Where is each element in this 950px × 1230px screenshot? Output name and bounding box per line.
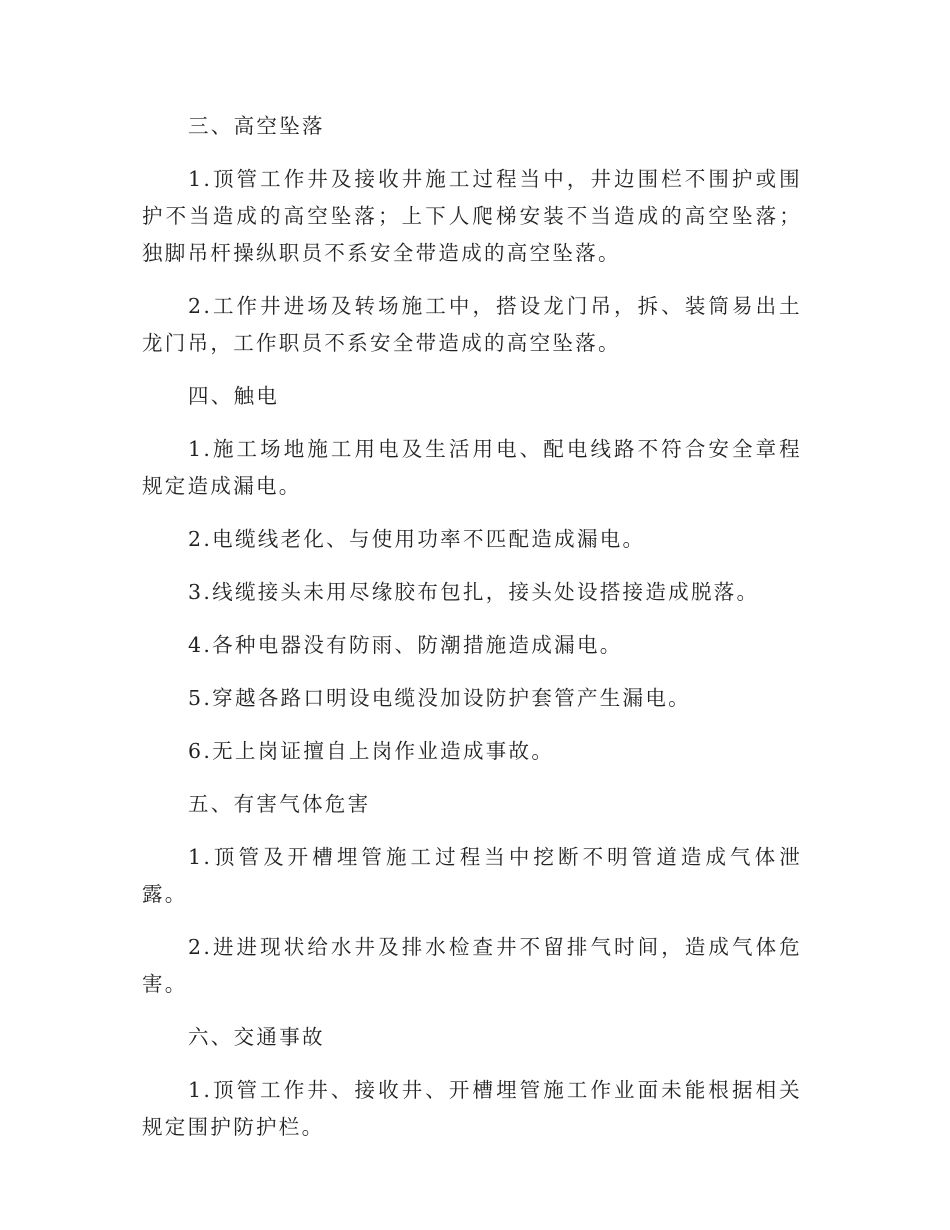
list-item: 5.穿越各路口明设电缆没加设防护套管产生漏电。 [188, 686, 691, 710]
section-heading-electric-shock: 四、触电 [188, 384, 280, 408]
list-item: 1.顶管工作井及接收井施工过程当中，井边围栏不围护或围护不当造成的高空坠落；上下人爬梯安装不当造成的高空坠落；独脚吊杆操纵职员不系安全带造成的高空坠落。 [142, 167, 802, 265]
list-item: 1.施工场地施工用电及生活用电、配电线路不符合安全章程规定造成漏电。 [142, 437, 802, 498]
section-heading-high-altitude-fall: 三、高空坠落 [188, 114, 325, 138]
section-heading-harmful-gas: 五、有害气体危害 [188, 792, 371, 816]
document-body [142, 108, 802, 1162]
list-item: 4.各种电器没有防雨、防潮措施造成漏电。 [188, 633, 623, 657]
list-item: 2.工作井进场及转场施工中，搭设龙门吊，拆、装筒易出土龙门吊，工作职员不系安全带造成的高空坠落。 [142, 294, 802, 355]
list-item: 3.线缆接头未用尽缘胶布包扎，接头处设搭接造成脱落。 [188, 580, 760, 604]
list-item: 2.电缆线老化、与使用功率不匹配造成漏电。 [188, 527, 646, 551]
list-item: 1.顶管及开槽埋管施工过程当中挖断不明管道造成气体泄露。 [142, 845, 802, 906]
list-item: 2.进进现状给水井及排水检查井不留排气时间，造成气体危害。 [142, 935, 802, 996]
list-item: 6.无上岗证擅自上岗作业造成事故。 [188, 739, 555, 763]
list-item: 1.顶管工作井、接收井、开槽埋管施工作业面未能根据相关规定围护防护栏。 [142, 1078, 802, 1139]
section-heading-traffic-accident: 六、交通事故 [188, 1025, 325, 1049]
